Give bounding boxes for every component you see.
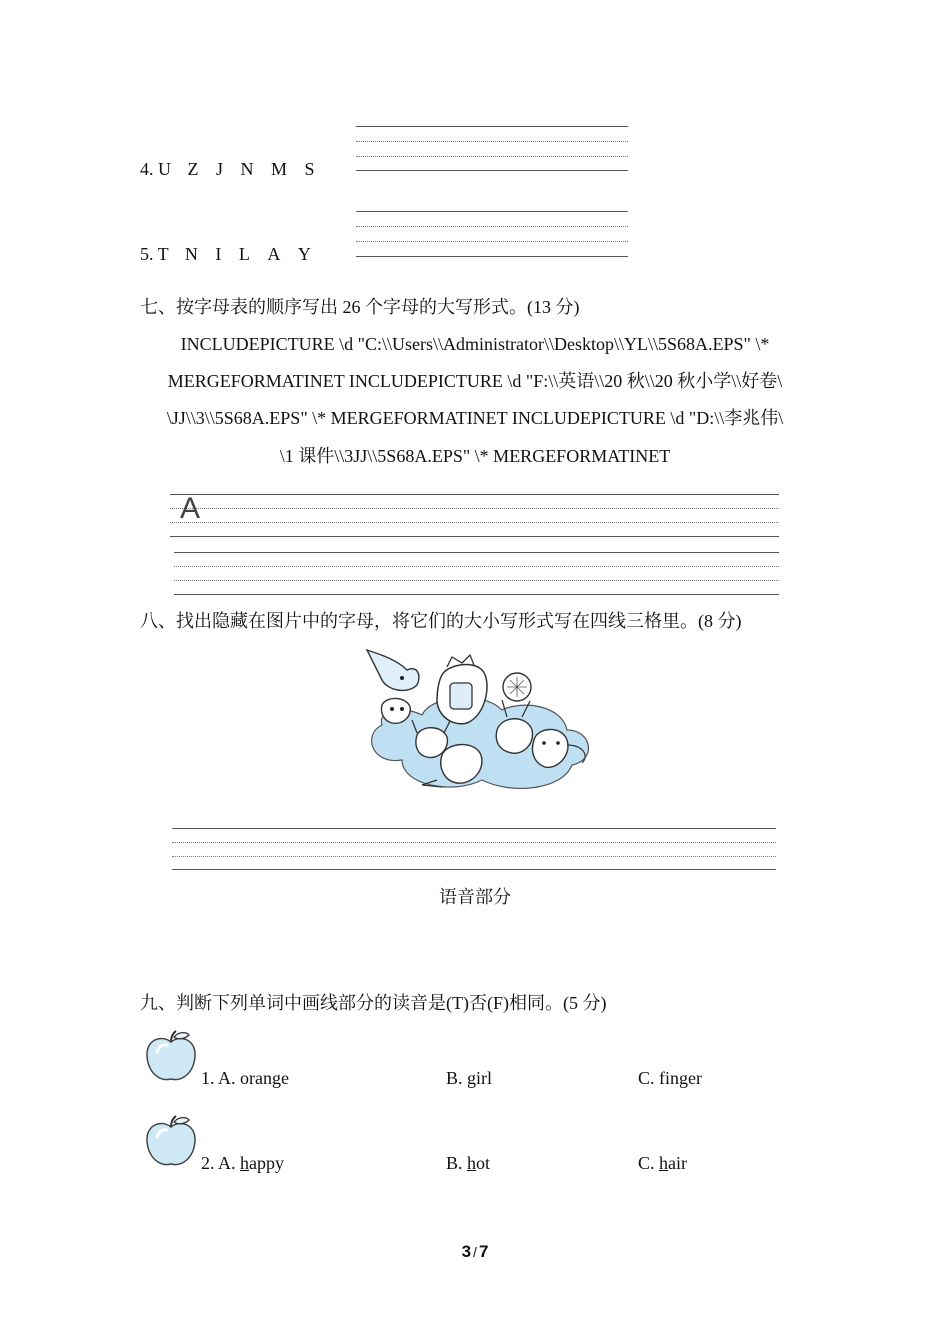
option-label: B.	[446, 1153, 463, 1173]
letter: S	[304, 159, 315, 179]
letter: A	[267, 244, 281, 264]
question-9-2-option-c	[638, 1152, 687, 1174]
question-9-2-option-b	[446, 1152, 490, 1174]
letter: Y	[297, 244, 311, 264]
question-9-1-option-a	[201, 1067, 289, 1089]
underlined-part: h	[467, 1153, 477, 1173]
letter: Z	[187, 159, 199, 179]
underlined-part: h	[659, 1153, 669, 1173]
question-5-letters	[185, 244, 324, 264]
item-number: 2. A.	[201, 1153, 236, 1173]
word: orange	[240, 1068, 289, 1088]
word-rest: air	[668, 1153, 687, 1173]
cartoon-characters-image	[362, 645, 594, 800]
example-letter-A: A	[180, 492, 201, 525]
apple-icon	[143, 1113, 199, 1169]
letter: J	[216, 159, 224, 179]
word: finger	[659, 1068, 702, 1088]
underlined-part: h	[240, 1153, 250, 1173]
word	[467, 1153, 490, 1173]
question-4	[140, 158, 328, 180]
word	[240, 1153, 284, 1173]
letter: M	[271, 159, 288, 179]
phonics-heading: 语音部分	[439, 887, 511, 907]
word-rest: appy	[249, 1153, 285, 1173]
question-9-2-option-a	[201, 1152, 284, 1174]
letter: N	[240, 159, 254, 179]
option-label: B.	[446, 1068, 463, 1088]
letter: L	[238, 244, 250, 264]
page-total: 7	[478, 1242, 489, 1261]
option-label: C.	[638, 1153, 655, 1173]
section-9-title: 九、判断下列单词中画线部分的读音是(T)否(F)相同。(5 分)	[140, 993, 607, 1013]
section-7-title: 七、按字母表的顺序写出 26 个字母的大写形式。(13 分)	[140, 297, 580, 317]
page-current: 3	[461, 1242, 472, 1261]
field-code-line: MERGEFORMATINET INCLUDEPICTURE \d "F:\\英语\\20 秋\\20 秋小学\\好卷\	[167, 371, 783, 391]
page-number	[0, 1242, 950, 1262]
question-9-1-option-c	[638, 1067, 702, 1089]
question-5-label: 5. T	[140, 244, 169, 264]
letter: I	[215, 244, 222, 264]
page-separator: /	[473, 1244, 477, 1260]
word: girl	[467, 1068, 493, 1088]
item-number: 1. A.	[201, 1068, 236, 1088]
word	[659, 1153, 687, 1173]
question-4-label: 4. U	[140, 159, 171, 179]
option-label: C.	[638, 1068, 655, 1088]
question-5	[140, 243, 324, 265]
apple-icon	[143, 1028, 199, 1084]
letter: N	[184, 244, 198, 264]
field-code-line: \JJ\\3\\5S68A.EPS" \* MERGEFORMATINET INCLUDEPICTURE \d "D:\\李兆伟\	[166, 408, 784, 428]
word-rest: ot	[476, 1153, 491, 1173]
field-code-line: INCLUDEPICTURE \d "C:\\Users\\Administrator\\Desktop\\YL\\5S68A.EPS" \*	[180, 334, 770, 354]
question-9-1-option-b	[446, 1067, 492, 1089]
question-4-letters	[188, 159, 328, 179]
field-code-line: \1 课件\\3JJ\\5S68A.EPS" \* MERGEFORMATINET	[279, 446, 671, 466]
section-8-title: 八、找出隐藏在图片中的字母，将它们的大小写形式写在四线三格里。(8 分)	[140, 611, 742, 631]
